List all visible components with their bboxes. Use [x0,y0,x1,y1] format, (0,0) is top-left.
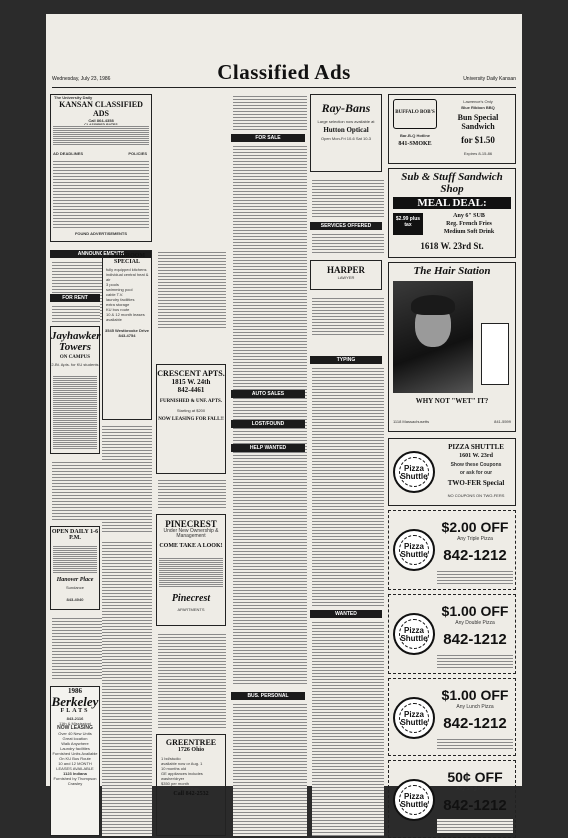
page-title: Classified Ads [217,60,351,84]
berkeley-point-7: 10 and 12 MONTH LEASES AVAILABLE [56,761,94,771]
bedroom-item-9: 10 & 12 month leases available [106,312,145,322]
berkeley-year: 1986 [68,687,82,695]
crescent-leasing: NOW LEASING FOR FALL!! [158,417,224,422]
kansan-top: The University Daily [54,95,93,100]
coupon-1-desc: Any Triple Pizza [457,536,493,542]
section-lost-found: LOST/FOUND [231,420,305,428]
pizza-coupon-1[interactable] [388,510,516,590]
greentree-item-4: GE appliances includes washer/dryer [161,771,203,781]
coupon-4-phone: 842-1212 [443,797,507,814]
hair-phone: 841-5599 [494,419,511,424]
pinecrest-cta: COME TAKE A LOOK! [159,543,223,549]
two-bedroom-ad [102,250,152,420]
section-for-rent: FOR RENT [50,294,100,302]
pizza-addr: 1601 W. 23rd [459,453,493,459]
berkeley-leasing: NOW LEASING [57,725,93,731]
section-help-wanted: HELP WANTED [231,444,305,452]
pizza-shuttle-header-ad [388,438,516,506]
berkeley-phone: 843-2116 [66,716,84,721]
hair-station-name: The Hair Station [413,265,491,277]
greentree-item-3: 10 months old [161,766,187,771]
crescent-ad [156,364,226,474]
section-auto-sales: AUTO SALES [231,390,305,398]
coupon-3-phone: 842-1212 [443,715,507,732]
jayhawker-ad [50,326,100,454]
berkeley-addr: 11th & Mississippi [59,721,91,726]
coupon-2-phone: 842-1212 [443,631,507,648]
open-daily-phone: 843-4040 [66,597,84,602]
lawrences-line2: Blue Ribbon BBQ [461,105,495,110]
bedroom-item-2: individual central heat & air [106,272,149,282]
pinecrest-sub: APARTMENTS [177,607,205,612]
berkeley-name: Berkeley [51,694,99,709]
column-1b [102,94,152,784]
pinecrest-ad [156,514,226,626]
lawrences-price: for $1.50 [461,135,495,145]
bedroom-item-3: 3 pools [106,282,119,287]
raybans-line1: Large selection now available at [317,119,375,124]
section-bus-personal: BUS. PERSONAL [231,692,305,700]
greentree-name: GREENTREE [165,738,217,747]
berkeley-point-5: Furnished Units Available [52,751,98,756]
bedroom-item-1: fully equipped kitchens [106,267,147,272]
issue-date: Wednesday, July 23, 1986 [52,76,111,82]
pizza-coupon-2[interactable] [388,594,516,674]
substuff-addr: 1618 W. 23rd St. [420,241,484,251]
pizza-shuttle-logo: Pizza Shuttle [393,779,435,821]
substuff-fries: Reg. French Fries [446,221,492,227]
substuff-logo: Sub & Stuff Sandwich Shop [401,171,503,195]
coupon-4-price: 50¢ OFF [447,769,503,785]
bedroom-item-7: extra storage [106,302,130,307]
greentree-item-5: $350 per month [161,781,190,786]
pizza-nocoupon: NO COUPONS ON TWO-FERS [447,493,505,498]
coupon-3-price: $1.00 OFF [441,687,509,703]
paper-name: University Daily Kansan [463,76,516,82]
berkeley-point-6: On KU Bus Route [59,756,91,761]
bedroom-title: 2 BEDROOM SPECIAL [108,253,146,265]
hair-headline: WHY NOT "WET" IT? [415,397,489,405]
raybans-ad [310,94,382,172]
column-4 [310,94,384,784]
greentree-addr: 1726 Ohio [177,747,205,753]
kansan-name: KANSAN CLASSIFIED ADS [59,100,143,118]
berkeley-point-4: Laundry facilities [60,746,90,751]
substuff-any: Any 6" SUB [453,213,485,219]
open-daily-sub: Sundance [65,585,84,590]
harper-name: HARPER [327,265,365,275]
column-5 [388,94,518,814]
substuff-price: $2.99 plus tax [393,213,423,235]
kansan-phone: Call 864-4358 [88,118,114,123]
pizza-shuttle-logo: Pizza Shuttle [393,529,435,571]
greentree-ad [156,734,226,836]
raybans-store: Hutton Optical [323,126,369,134]
bedroom-phone: 843-4754 [118,333,136,338]
greentree-item-2: available now or Aug. 1 [161,761,203,766]
product-bottle [481,323,509,385]
buffalo-bobs-logo: BUFFALO BOB'S [393,99,437,129]
greentree-evenings: -evenings- [181,786,201,791]
substuff-drink: Medium Soft Drink [443,229,495,235]
section-wanted: WANTED [310,610,382,618]
pinecrest-logo: Pinecrest [171,593,211,604]
buffalo-phone: 841-SMOKE [398,141,432,147]
bedroom-addr: 3545 Westbrooke Drive [105,328,149,333]
berkeley-addr2: 1123 Indiana [63,771,87,776]
lawrences-line1: Lawrence's Only [463,99,493,104]
kansan-policies: POLICIES [128,151,147,156]
section-services: SERVICES OFFERED [310,222,382,230]
berkeley-flats-ad [50,686,100,836]
greentree-item-1: 1 bd/studio [161,756,181,761]
coupon-4-desc: Any Single Pizza [456,786,494,792]
crescent-addr: 1815 W. 24th [171,378,211,386]
coupon-2-price: $1.00 OFF [441,603,509,619]
berkeley-point-2: Great location [62,736,88,741]
coupon-3-desc: Any Lunch Pizza [456,704,494,710]
substuff-ad [388,168,516,258]
lawrences-expires: Expires 8-15-86 [463,151,493,156]
pizza-brand: PIZZA SHUTTLE [448,443,504,451]
pizza-shuttle-logo: Pizza Shuttle [393,613,435,655]
crescent-name: CRESCENT APTS. [157,369,225,378]
kansan-deadlines: AD DEADLINES [53,151,84,156]
jayhawker-sub: ON CAMPUS [59,355,91,360]
pizza-coupon-4[interactable] [388,760,516,838]
column-2 [156,94,228,797]
berkeley-flats: FLATS [60,708,90,714]
substuff-deal: MEAL DEAL: [417,197,487,209]
masthead [52,58,516,88]
section-announcements: ANNOUNCEMENTS [50,250,152,258]
open-daily-title: OPEN DAILY 1-6 P.M. [51,529,99,541]
coupon-2-desc: Any Double Pizza [455,620,495,626]
crescent-phone: 842-4461 [177,386,205,394]
bedroom-item-6: laundry facilities [106,297,135,302]
newspaper-page [46,14,522,814]
bedroom-item-4: swimming pool [106,287,133,292]
raybans-hours: Open Mon-Fri 10-6 Sat 10-3 [320,136,372,141]
pizza-shuttle-logo: Pizza Shuttle [393,697,435,739]
berkeley-by: Furnished by Thompson Crawley [53,776,97,786]
pizza-ask: or ask for our [459,470,493,476]
pizza-shuttle-logo: Pizza Shuttle [393,451,435,493]
model-photo [393,281,473,393]
section-typing: TYPING [310,356,382,364]
coupon-1-price: $2.00 OFF [441,519,509,535]
crescent-rent: Starting at $200 [176,408,206,413]
pizza-coupon-3[interactable] [388,678,516,756]
raybans-logo: Ray-Bans [321,101,371,115]
bedroom-item-5: cable T.V. [106,292,124,297]
bbq-ad [388,94,516,164]
crescent-furnished: FURNISHED & UNF. APTS. [159,399,223,404]
pinecrest-name: PINECREST [165,519,217,529]
berkeley-point-3: Walk Anywhere [61,741,89,746]
pinecrest-mgmt: Under New Ownership & Management [163,528,219,539]
harper-sub: LAWYER [337,275,355,280]
open-daily-ad [50,526,100,610]
column-3 [231,94,307,784]
jayhawker-open: 2-Bt. Apts. for KU students [51,362,99,367]
bedroom-item-8: KU bus route [106,307,130,312]
kansan-found: FOUND ADVERTISEMENTS [74,231,128,236]
berkeley-point-1: Over 40 New Units [58,731,92,736]
pizza-twofer: TWO-FER Special [447,479,505,487]
hair-addr: 1118 Massachusetts [393,419,430,424]
open-daily-name: Hanover Place [56,577,94,583]
buffalo-sub: Bar-B-Q Hotline [400,133,430,138]
harper-ad [310,260,382,290]
section-for-sale: FOR SALE [231,134,305,142]
lawrences-special: Bun Special Sandwich [457,113,499,131]
greentree-phone: Call 842-2532 [173,791,209,797]
pizza-show: Show these Coupons [450,462,502,468]
jayhawker-name: Jayhawker Towers [51,330,101,353]
hair-station-ad [388,262,516,432]
coupon-1-phone: 842-1212 [443,547,507,564]
